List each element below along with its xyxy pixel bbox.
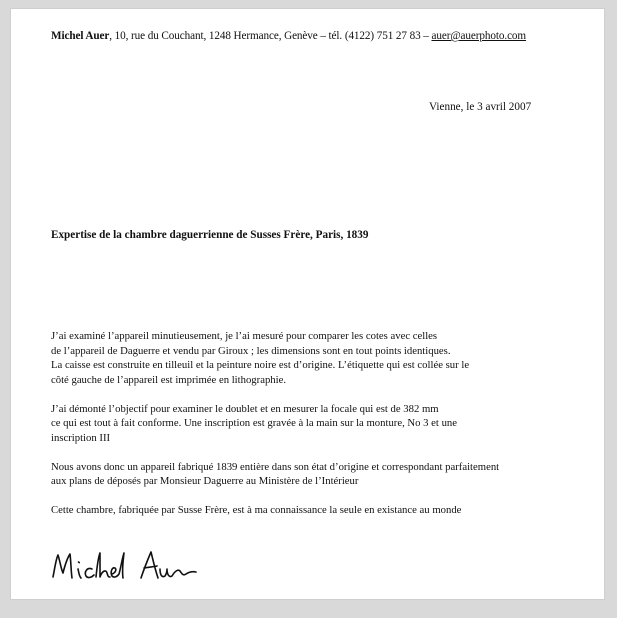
- body-line: La caisse est construite en tilleuil et la peinture noire est d’origine. L’étiquette qui est collée sur le: [51, 359, 470, 371]
- body-line: Cette chambre, fabriquée par Susse Frère, est à ma connaissance la seule en existance au monde: [51, 504, 462, 516]
- body-line: aux plans de déposés par Monsieur Daguerre au Ministère de l’Intérieur: [51, 475, 359, 487]
- body-line: J’ai démonté l’objectif pour examiner le doublet et en mesurer la focale qui est de 382 mm: [51, 402, 439, 415]
- sender-name: Michel Auer: [51, 30, 110, 42]
- sender-address: , 10, rue du Couchant, 1248 Hermance, Genève – tél. (4122) 751 27 83 –: [109, 30, 432, 42]
- handwritten-signature: [49, 547, 219, 587]
- paragraph-lens: [51, 402, 591, 446]
- letter-page: [11, 9, 604, 599]
- body-line: ce qui est tout à fait conforme. Une inscription est gravée à la main sur la monture, No 3 et une: [51, 417, 457, 429]
- paragraph-uniqueness: [51, 503, 591, 518]
- body-line: de l’appareil de Daguerre et vendu par Giroux ; les dimensions sont en tout points identiques.: [51, 344, 451, 357]
- body-line: inscription III: [51, 431, 111, 444]
- letter-subject: Expertise de la chambre daguerrienne de Susses Frère, Paris, 1839: [51, 229, 369, 241]
- letterhead: [51, 30, 526, 42]
- body-line: Nous avons donc un appareil fabriqué 1839 entière dans son état d’origine et correspondant parfaitement: [51, 460, 500, 473]
- place-and-date: Vienne, le 3 avril 2007: [429, 101, 532, 113]
- letter-body: [51, 329, 591, 532]
- sender-email-link[interactable]: auer@auerphoto.com: [431, 30, 527, 42]
- body-line: J’ai examiné l’appareil minutieusement, je l’ai mesuré pour comparer les cotes avec celles: [51, 330, 438, 342]
- paragraph-conclusion: [51, 460, 591, 489]
- paragraph-examination: [51, 329, 591, 387]
- body-line: côté gauche de l’appareil est imprimée en lithographie.: [51, 373, 287, 386]
